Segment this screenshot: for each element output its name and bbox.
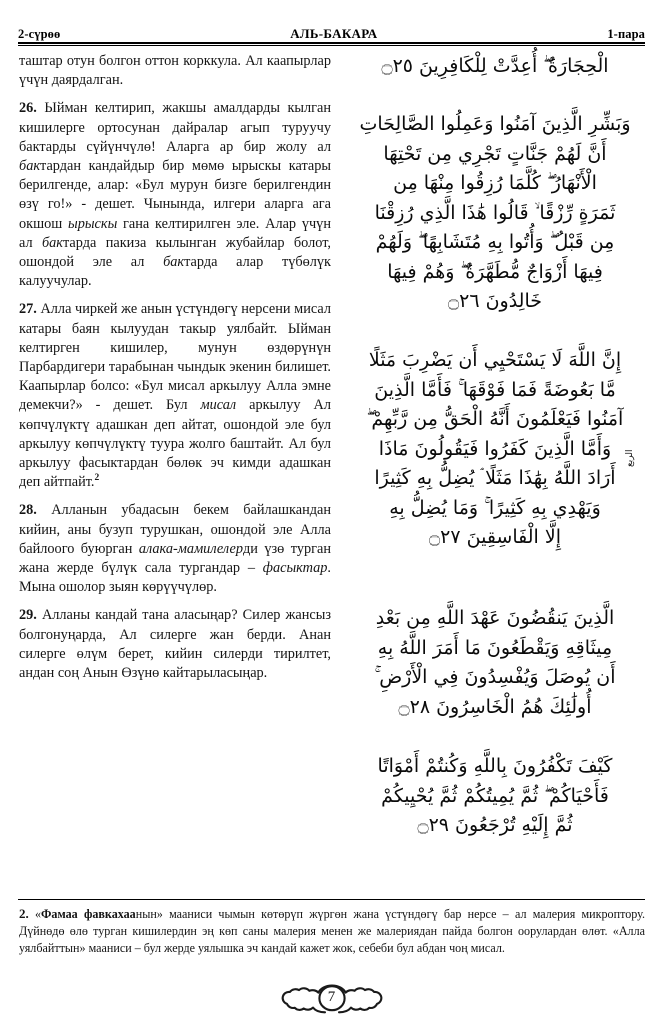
arabic-line: خَالِدُونَ ۝٢٦ xyxy=(447,290,542,312)
text-run: тарда пакиза кылынган жубайлар болот, ошондой эле ал xyxy=(19,234,331,271)
text-run: Алланын убадасын бекем байлашкандан кийин, аны бузуп турушкан, ошондой эле Алла байлоого буюрган xyxy=(19,502,331,557)
arabic-column xyxy=(345,52,645,882)
running-head xyxy=(18,20,645,40)
text-run: Алла чиркей же анын үстүндөгү нерсени мисал катары баян кылуудан такыр уялбайт. Ыйман келтирген кишилер, мунун өздөрүнүн Парбардигери тарабынан чындык экенин билишет. Каапырлар болсо: «Бул мисал аркылуу Алла эмне демекчи?» - дешет. Бул xyxy=(19,301,331,414)
arabic-line: مِيثَاقِهِ وَيَقْطَعُونَ مَا أَمَرَ اللَّهُ بِهِ xyxy=(377,636,613,659)
emphasis-term: мисал xyxy=(200,397,237,414)
arabic-line: وَبَشِّرِ الَّذِينَ آمَنُوا وَعَمِلُوا الصَّالِحَاتِ xyxy=(359,113,631,135)
arabic-line: فِيهَا أَزْوَاجٌ مُّطَهَّرَةٌ ۖ وَهُمْ فِيهَا xyxy=(387,260,603,283)
arabic-line: إِنَّ اللَّهَ لَا يَسْتَحْيِي أَن يَضْرِبَ مَثَلًا xyxy=(368,349,622,371)
text-run: « xyxy=(28,907,42,921)
translation-paragraph-carryover xyxy=(19,52,331,90)
arabic-line: ثُمَّ إِلَيْهِ تُرْجَعُونَ ۝٢٩ xyxy=(417,814,573,836)
running-head-juz: 1-пара xyxy=(607,26,645,41)
translation-paragraph-verse-29 xyxy=(19,606,331,683)
text-run: тарда алар түбөлүк калуучулар. xyxy=(19,254,331,290)
running-head-surah: 2-сүрөө xyxy=(18,26,61,41)
emphasis-term: бак xyxy=(163,254,185,271)
translation-paragraph-list xyxy=(19,52,331,683)
translation-paragraph-verse-26 xyxy=(19,99,331,291)
arabic-block-ayah-28 xyxy=(345,752,645,841)
verse-number: 28. xyxy=(19,502,37,519)
emphasis-term: бак xyxy=(19,158,41,175)
footnote-reference-marker[interactable]: 2 xyxy=(94,473,100,484)
emphasis-term: алака-мамилелер xyxy=(138,540,243,557)
footnote-term: Фамаа фавкахаа xyxy=(41,907,136,921)
arabic-line: مِن قَبْلُ ۖ وَأُتُوا بِهِ مُتَشَابِهًا ۖ وَلَهُمْ xyxy=(375,231,615,253)
verse-number: 27. xyxy=(19,301,37,318)
arabic-line: أُولَٰئِكَ هُمُ الْخَاسِرُونَ ۝٢٨ xyxy=(398,695,592,718)
footnote xyxy=(19,905,645,958)
footnote-number: 2. xyxy=(19,906,29,921)
folio xyxy=(0,978,663,1018)
arabic-line: إِلَّا الْفَاسِقِينَ ۝٢٧ xyxy=(429,526,561,548)
verse-number: 29. xyxy=(19,607,37,624)
arabic-line: أَنَّ لَهُمْ جَنَّاتٍ تَجْرِي مِن تَحْتِهَا xyxy=(383,142,607,165)
arabic-block-ayah-25 xyxy=(345,110,645,317)
text-run: . Мына ошолор зыян көрүүчүлөр. xyxy=(19,560,331,596)
arabic-line: الْحِجَارَةُ ۖ أُعِدَّتْ لِلْكَافِرِينَ ۝٢٥ xyxy=(381,55,609,77)
arabic-line: كَيْفَ تَكْفُرُونَ بِاللَّهِ وَكُنتُمْ أَمْوَاتًا xyxy=(377,755,613,777)
arabic-line: فَأَحْيَاكُمْ ۖ ثُمَّ يُمِيتُكُمْ ثُمَّ يُحْيِيكُمْ xyxy=(381,784,609,807)
header-divider-thin xyxy=(18,45,645,46)
margin-quarter-marker: الربع xyxy=(625,449,635,467)
translation-column xyxy=(19,52,331,882)
text-run: аркылуу Ал көпчүлүктү адашкан деп айтат, ошондой эле бул аркылуу көпчүлүктү туура жолго баштайт. Ал бул аркылуу фасыктардан бөлөк эч кимди адашкан деп айтпайт. xyxy=(19,397,331,491)
emphasis-term: ырыскы xyxy=(68,215,118,232)
arabic-line: الْأَنْهَارُ ۖ كُلَّمَا رُزِقُوا مِنْهَا مِن xyxy=(393,172,597,194)
arabic-line: وَيَهْدِي بِهِ كَثِيرًا ۚ وَمَا يُضِلُّ بِهِ xyxy=(389,496,601,519)
arabic-block-ayah-27 xyxy=(345,604,645,722)
running-head-title: АЛЬ-БАКАРА xyxy=(290,26,378,41)
text-run: Ыйман келтирип, жакшы амалдарды кылган кишилерге ортосунан дайралар агып туруучу бактарды сүйүнчүлө! Аларга ар бир жолу ал xyxy=(19,100,331,155)
translation-paragraph-verse-28 xyxy=(19,501,331,597)
page-number: 7 xyxy=(327,989,336,1005)
header-divider-thick xyxy=(18,42,645,44)
arabic-line: ثَمَرَةٍ رِّزْقًا ۙ قَالُوا هَٰذَا الَّذِي رُزِقْنَا xyxy=(374,201,616,224)
text-run: Алланы кандай тана аласыңар? Силер жансыз болгонуңарда, Ал силерге жан берди. Анан силерге өлүм берет, кийин силерди тирилтет, андан соң Анын Өзүнө кайтарыласыңар. xyxy=(19,607,331,682)
arabic-line: الَّذِينَ يَنقُضُونَ عَهْدَ اللَّهِ مِن بَعْدِ xyxy=(375,607,615,629)
translation-paragraph-verse-27 xyxy=(19,300,331,492)
arabic-line: أَرَادَ اللَّهُ بِهَٰذَا مَثَلًا ۘ يُضِلُّ بِهِ كَثِيرًا xyxy=(374,467,616,489)
verse-number: 26. xyxy=(19,100,37,117)
text-run: нын» мааниси чымын көтөрүп жүргөн жана үстүндөгү бар нерсе – ал малерия микроптору. Дүйнөдө өлө турган кишилердин эң көп саны малерия менен же малериядан пайда болгон оорулардан өлөт. «Алла уялбайттын» мааниси – бул жерде уялышка эч кандай кажет жок, себеби бул абдан чоң мисал. xyxy=(19,907,645,956)
header-divider xyxy=(18,42,645,46)
text-run: гана келтирилген эле. Алар үчүн ал xyxy=(19,215,331,251)
arabic-line: مَّا بَعُوضَةً فَمَا فَوْقَهَا ۚ فَأَمَّا الَّذِينَ xyxy=(374,378,616,401)
footnote-text xyxy=(19,907,645,955)
arabic-block-ayah-24-tail xyxy=(345,52,645,81)
emphasis-term: бак xyxy=(41,234,63,251)
emphasis-term: фасыктар xyxy=(262,560,328,577)
arabic-line: آمَنُوا فَيَعْلَمُونَ أَنَّهُ الْحَقُّ مِن رَّبِّهِمْ ۖ xyxy=(366,408,624,430)
text-run: тардан кандайдыр бир мөмө ырыскы катары берилгенде, алар: «Бул мурун бизге берилгендин өзү го!» - дешет. Чынында, илгери аларга ага окшош xyxy=(19,158,331,232)
text-run: таштар отун болгон оттон корккула. Ал каапырлар үчүн даярдалган. xyxy=(19,53,331,89)
arabic-block-ayah-26 xyxy=(345,346,645,553)
arabic-line: أَن يُوصَلَ وَيُفْسِدُونَ فِي الْأَرْضِ ۚ xyxy=(374,666,616,688)
text-run: ди үзө турган жана жерде бүлүк сала тургандар – xyxy=(19,540,331,577)
arabic-line: وَأَمَّا الَّذِينَ كَفَرُوا فَيَقُولُونَ مَاذَا xyxy=(378,437,612,460)
footnote-divider xyxy=(18,899,645,900)
